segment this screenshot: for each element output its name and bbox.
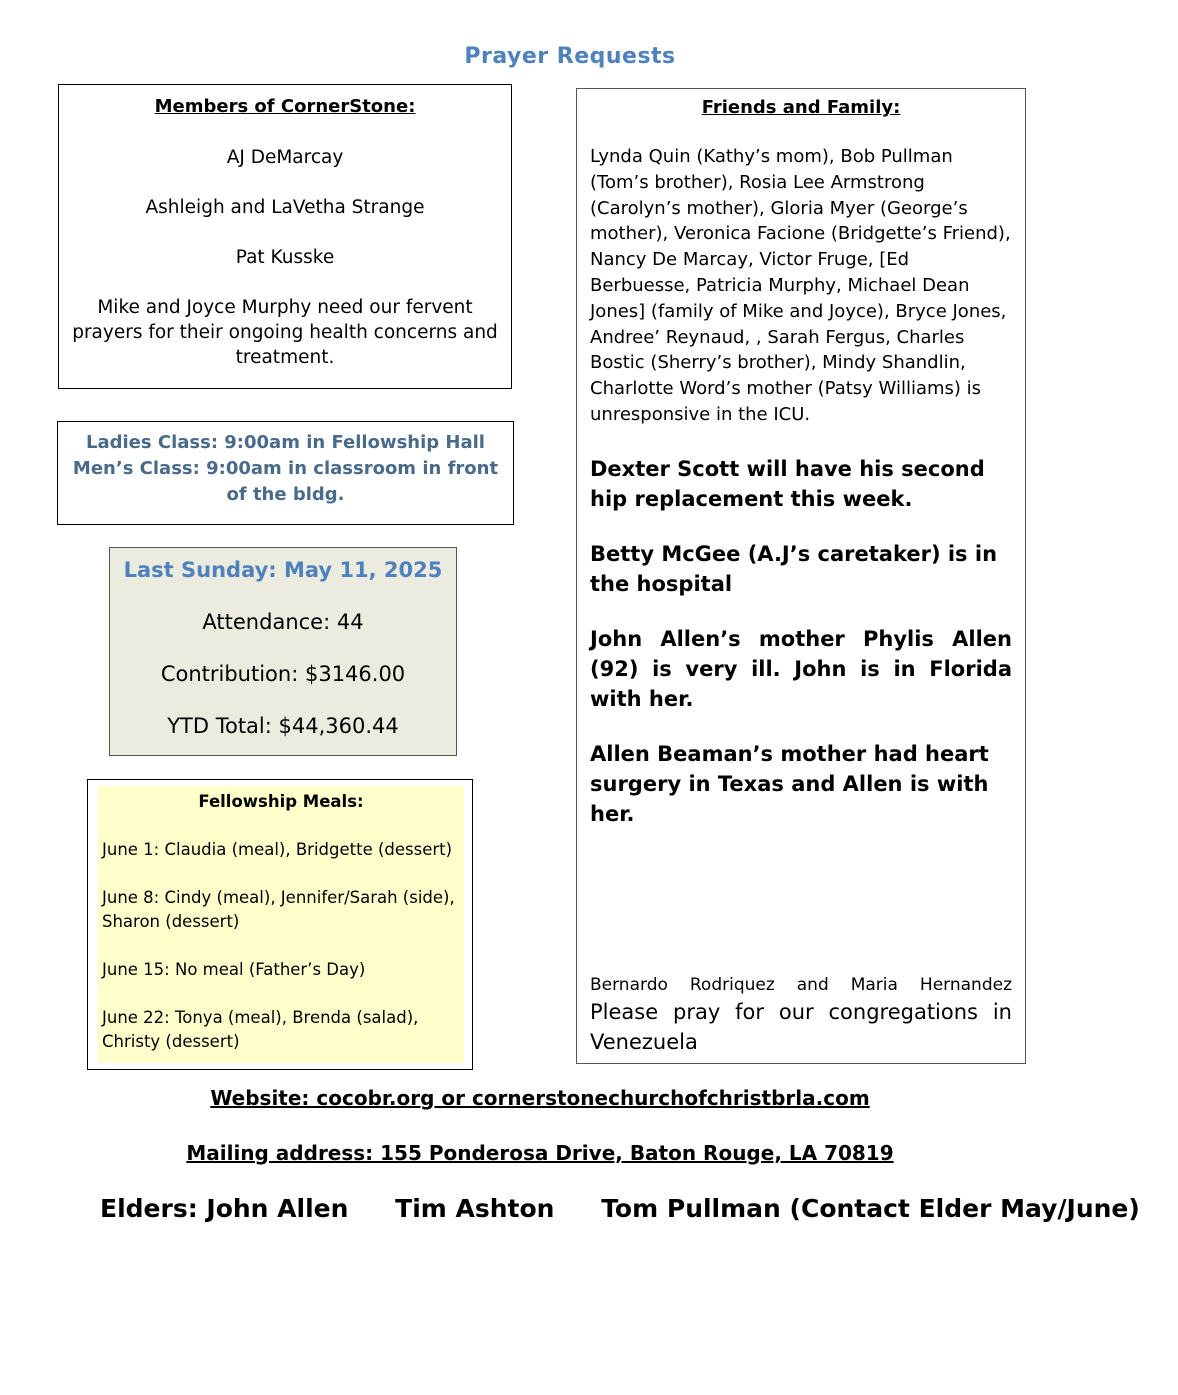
friends-header: Friends and Family: (701, 97, 901, 118)
friends-footer (590, 973, 1012, 1057)
members-box (58, 84, 512, 389)
members-header: Members of CornerStone: (154, 96, 416, 117)
mailing-address: Mailing address: 155 Ponderosa Drive, Baton Rouge, LA 70819 (186, 1141, 894, 1165)
elder-third: Tom Pullman (Contact Elder May/June) (601, 1194, 1140, 1223)
footer-prayer: Please pray for our congregations in Venezuela (590, 1000, 1012, 1054)
page-title: Prayer Requests (464, 44, 676, 69)
footer-names: Bernardo Rodriquez and Maria Hernandez (590, 975, 1012, 995)
prayer-item-dexter: Dexter Scott will have his second hip replacement this week. (590, 456, 985, 511)
meal-item: June 15: No meal (Father’s Day) (102, 960, 366, 979)
elder-first: Elders: John Allen (100, 1194, 349, 1223)
fellowship-meals-box (87, 779, 473, 1070)
last-sunday-box (109, 547, 457, 756)
prayer-item-betty: Betty McGee (A.J’s caretaker) is in the hospital (590, 541, 998, 596)
prayer-item-john: John Allen’s mother Phylis Allen (92) is very ill. John is in Florida with her. (590, 626, 1012, 711)
last-sunday-title: Last Sunday: May 11, 2025 (123, 558, 443, 582)
meals-header: Fellowship Meals: (198, 792, 364, 811)
website-link[interactable]: Website: cocobr.org or cornerstonechurchofchristbrla.com (210, 1086, 870, 1110)
members-note: Mike and Joyce Murphy need our fervent prayers for their ongoing health concerns and treatment. (72, 297, 498, 368)
member-name: Pat Kusske (235, 247, 335, 268)
meal-item: June 8: Cindy (meal), Jennifer/Sarah (side), Sharon (dessert) (102, 888, 455, 931)
meal-item: June 1: Claudia (meal), Bridgette (dessert) (102, 840, 453, 859)
meal-item: June 22: Tonya (meal), Brenda (salad), Christy (dessert) (102, 1008, 419, 1051)
member-name: AJ DeMarcay (226, 147, 344, 168)
ladies-class: Ladies Class: 9:00am in Fellowship Hall (86, 432, 485, 453)
ytd-total: YTD Total: $44,360.44 (167, 714, 399, 738)
member-name: Ashleigh and LaVetha Strange (145, 197, 425, 218)
classes-box (57, 421, 514, 525)
attendance: Attendance: 44 (202, 610, 364, 634)
elder-second: Tim Ashton (395, 1194, 555, 1223)
friends-family-box (576, 88, 1026, 1064)
elders-line (100, 1194, 1178, 1223)
prayer-item-allen: Allen Beaman’s mother had heart surgery in Texas and Allen is with her. (590, 741, 989, 826)
friends-list: Lynda Quin (Kathy’s mom), Bob Pullman (Tom’s brother), Rosia Lee Armstrong (Carolyn’s mother), Gloria Myer (George’s mother), Veronica Facione (Bridgette’s Friend), Nancy De Marcay, Victor Fruge, [Ed Berbuesse, Patricia Murphy, Michael Dean Jones] (family of Mike and Joyce), Bryce Jones, Andree’ Reynaud, , Sarah Fergus, Charles Bostic (Sherry’s brother), Mindy Shandlin, Charlotte Word’s mother (Patsy Williams) is unresponsive in the ICU. (590, 146, 1011, 425)
contribution: Contribution: $3146.00 (160, 662, 406, 686)
mens-class: Men’s Class: 9:00am in classroom in front of the bldg. (72, 458, 499, 505)
